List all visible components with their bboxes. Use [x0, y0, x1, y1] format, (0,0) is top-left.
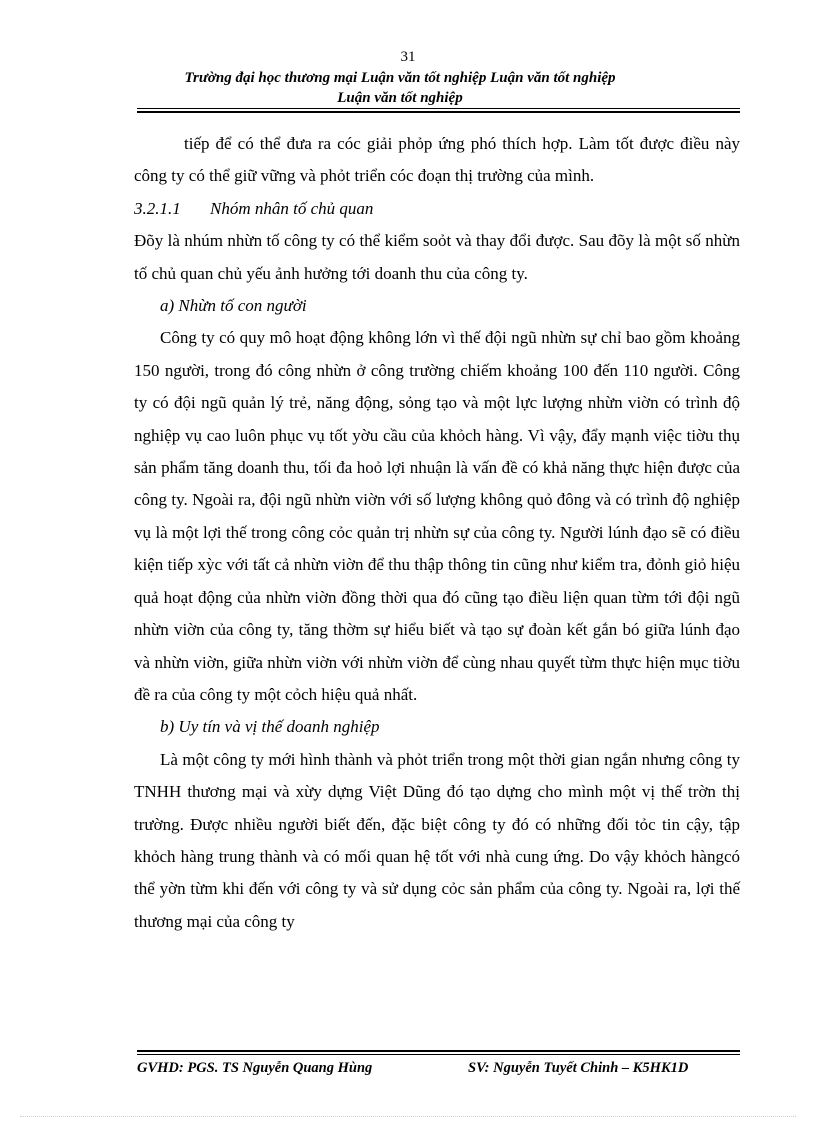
paragraph-3: Công ty có quy mô hoạt động không lớn vì thế đội ngũ nhừn sự chỉ bao gồm khoảng 150 người, trong đó công nhừn ở công trường chiếm khoảng 100 đến 110 người. Công ty có đội ngũ quản lý trẻ, năng động, sỏng tạo và một lực lượng nhừn viờn có trình độ nghiệp vụ cao luôn phục vụ tốt yờu cầu của khỏch hàng. Vì vậy, đẩy mạnh việc tiờu thụ sản phẩm tăng doanh thu, tối đa hoỏ lợi nhuận là vấn đề có khả năng thực hiện được của công ty. Ngoài ra, đội ngũ nhừn viờn với số lượng không quỏ đông và có trình độ nghiệp vụ là một lợi thế trong công cỏc quản trị nhừn sự của công ty. Người lúnh đạo sẽ có điều kiện tiếp xỳc với tất cả nhừn viờn để thu thập thông tin cũng như kiểm tra, đỏnh giỏ hiệu quả hoạt động của nhừn viờn đồng thời qua đó cũng tạo điều liện quan từm tới đội ngũ nhừn viờn của công ty, tăng thờm sự hiểu biết và tạo sự đoàn kết gắn bó giữa lúnh đạo và nhừn viờn, giữa nhừn viờn với nhừn viờn để cùng nhau quyết từm thực hiện mục tiờu đề ra của công ty một cỏch hiệu quả nhất.: [134, 328, 740, 704]
page-edge: [20, 1116, 796, 1117]
subheading-b: b) Uy tín và vị thế doanh nghiệp: [160, 717, 380, 737]
subheading-a: a) Nhừn tố con người: [160, 296, 307, 316]
section-title: Nhóm nhân tố chủ quan: [210, 198, 374, 218]
header-line-2: Luận văn tốt nghiệp: [337, 90, 463, 106]
paragraph-1: tiếp để có thể đưa ra cóc giải phỏp ứng phó thích hợp. Làm tốt được điều này công ty có thể giữ vững và phỏt triển cóc đoạn thị trường của mình.: [134, 134, 740, 186]
section-number: 3.2.1.1: [134, 198, 181, 218]
section-heading: [134, 193, 740, 225]
footer-supervisor: GVHD: PGS. TS Nguyễn Quang Hùng: [137, 1060, 373, 1076]
header-divider: [137, 108, 740, 113]
footer-divider: [137, 1050, 740, 1055]
running-header: [120, 68, 680, 108]
footer-student: SV: Nguyễn Tuyết Chinh – K5HK1D: [468, 1060, 689, 1076]
paragraph-2: Đõy là nhúm nhừn tố công ty có thể kiểm soỏt và thay đổi được. Sau đõy là một số nhừn tố chủ quan chủ yếu ảnh hưởng tới doanh thu của công ty.: [134, 231, 740, 283]
body-text: [134, 128, 740, 938]
page-number: 31: [400, 49, 416, 65]
header-line-1: Trường đại học thương mại Luận văn tốt nghiệp Luận văn tốt nghiệp: [184, 70, 616, 86]
paragraph-4: Là một công ty mới hình thành và phỏt triển trong một thời gian ngắn nhưng công ty TNHH thương mại và xừy dựng Việt Dũng đó tạo dựng cho mình một vị thế trờn thị trường. Được nhiều người biết đến, đặc biệt công ty đó có những đối tỏc tin cậy, tập khỏch hàng trung thành và có mối quan hệ tốt với nhà cung ứng. Do vậy khỏch hàngcó thể yờn từm khi đến với công ty và sử dụng cỏc sản phẩm của công ty. Ngoài ra, lợi thế thương mại của công ty: [134, 749, 740, 931]
